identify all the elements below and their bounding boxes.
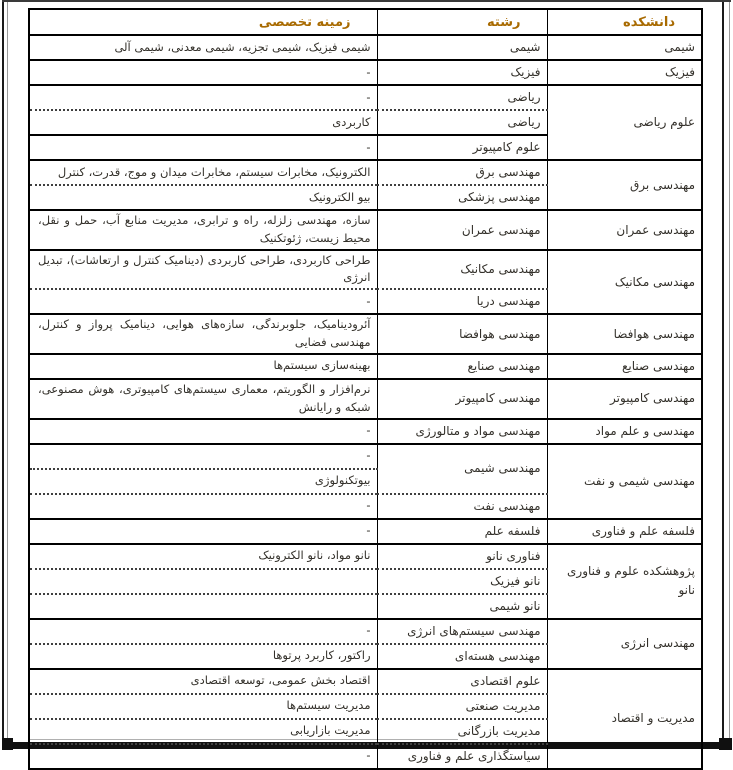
specialty-cell: - [29,519,377,544]
faculty-cell: مهندسی صنایع [547,354,702,379]
specialty-cell: - [29,135,377,160]
faculty-cell: مهندسی شیمی و نفت [547,444,702,519]
table-row [29,379,702,419]
page-border-left [2,0,4,746]
specialty-cell: - [29,60,377,85]
specialty-cell: - [29,444,377,469]
specialty-cell: طراحی کاربردی، طراحی کاربردی (دینامیک کنترل و ارتعاشات)، تبدیل انرژی [29,250,377,290]
specialty-cell: مدیریت بازاریابی [29,719,377,744]
specialty-cell: الکترونیک، مخابرات سیستم، مخابرات میدان و موج، قدرت، کنترل [29,160,377,185]
specialty-cell: بیوتکنولوژی [29,469,377,494]
faculty-cell: مهندسی و علم مواد [547,419,702,444]
page-border-right-inner [729,0,730,740]
faculty-cell: مهندسی کامپیوتر [547,379,702,419]
major-cell: مهندسی برق [377,160,547,185]
major-cell: مهندسی کامپیوتر [377,379,547,419]
specialty-cell: سازه، مهندسی زلزله، راه و ترابری، مدیریت منابع آب، حمل و نقل، محیط زیست، ژئوتکنیک [29,210,377,250]
major-cell: مهندسی دریا [377,289,547,314]
header-faculty: دانشکده [547,9,702,35]
table-row [29,210,702,250]
faculty-cell: مهندسی هوافضا [547,314,702,354]
table-row [29,35,702,60]
header-field: رشته [377,9,547,35]
major-cell: نانو شیمی [377,594,547,619]
major-cell: سیاستگذاری علم و فناوری [377,744,547,769]
specialty-cell: - [29,85,377,110]
table-row [29,250,702,290]
table-row [29,669,702,694]
major-cell: فناوری نانو [377,544,547,569]
specialty-cell: بهینه‌سازی سیستم‌ها [29,354,377,379]
specialty-cell: نرم‌افزار و الگوریتم، معماری سیستم‌های کامپیوتری، هوش مصنوعی، شبکه و رایانش [29,379,377,419]
major-cell: فلسفه علم [377,519,547,544]
faculty-majors-table [28,8,703,770]
specialty-cell: کاربردی [29,110,377,135]
major-cell: مدیریت بازرگانی [377,719,547,744]
specialty-cell: نانو مواد، نانو الکترونیک [29,544,377,569]
table-row [29,60,702,85]
specialty-cell: اقتصاد بخش عمومی، توسعه اقتصادی [29,669,377,694]
major-cell: علوم کامپیوتر [377,135,547,160]
faculty-cell: فلسفه علم و فناوری [547,519,702,544]
table-row [29,544,702,569]
major-cell: مهندسی هسته‌ای [377,644,547,669]
faculty-cell: مهندسی برق [547,160,702,210]
major-cell: مهندسی هوافضا [377,314,547,354]
faculty-cell: مدیریت و اقتصاد [547,669,702,769]
specialty-cell [29,569,377,594]
faculty-cell: مهندسی انرژی [547,619,702,669]
specialty-cell: - [29,419,377,444]
specialty-cell [29,594,377,619]
major-cell: ریاضی [377,85,547,110]
page-shadow-corner-left [2,738,13,750]
major-cell: مهندسی پزشکی [377,185,547,210]
major-cell: مدیریت صنعتی [377,694,547,719]
table-container [30,8,703,770]
faculty-cell: فیزیک [547,60,702,85]
specialty-cell: شیمی فیزیک، شیمی تجزیه، شیمی معدنی، شیمی آلی [29,35,377,60]
table-row [29,160,702,185]
faculty-cell: پژوهشکده علوم و فناوری نانو [547,544,702,619]
page-border-left-inner [7,0,8,740]
page-border-right [722,0,724,746]
table-row [29,519,702,544]
specialty-cell: آئرودینامیک، جلوبرندگی، سازه‌های هوایی، دینامیک پرواز و کنترل، مهندسی فضایی [29,314,377,354]
table-row [29,85,702,110]
major-cell: مهندسی نفت [377,494,547,519]
table-row [29,314,702,354]
faculty-cell: مهندسی عمران [547,210,702,250]
specialty-cell: مدیریت سیستم‌ها [29,694,377,719]
specialty-cell: بیو الکترونیک [29,185,377,210]
major-cell: نانو فیزیک [377,569,547,594]
major-cell: شیمی [377,35,547,60]
major-cell: مهندسی مواد و متالورژی [377,419,547,444]
faculty-cell: علوم ریاضی [547,85,702,160]
specialty-cell: - [29,289,377,314]
table-row [29,444,702,469]
page-border-top [2,0,731,2]
specialty-cell: راکتور، کاربرد پرتوها [29,644,377,669]
specialty-cell: - [29,494,377,519]
table-row [29,354,702,379]
table-body [29,35,702,769]
major-cell: فیزیک [377,60,547,85]
specialty-cell: - [29,744,377,769]
faculty-cell: شیمی [547,35,702,60]
major-cell: مهندسی شیمی [377,444,547,494]
header-area: زمینه تخصصی [29,9,377,35]
major-cell: مهندسی سیستم‌های انرژی [377,619,547,644]
major-cell: مهندسی عمران [377,210,547,250]
major-cell: ریاضی [377,110,547,135]
table-row [29,619,702,644]
faculty-cell: مهندسی مکانیک [547,250,702,315]
table-row [29,419,702,444]
page-shadow-corner-right [719,738,732,750]
major-cell: مهندسی صنایع [377,354,547,379]
major-cell: مهندسی مکانیک [377,250,547,290]
table-header-row [29,9,702,35]
specialty-cell: - [29,619,377,644]
major-cell: علوم اقتصادی [377,669,547,694]
